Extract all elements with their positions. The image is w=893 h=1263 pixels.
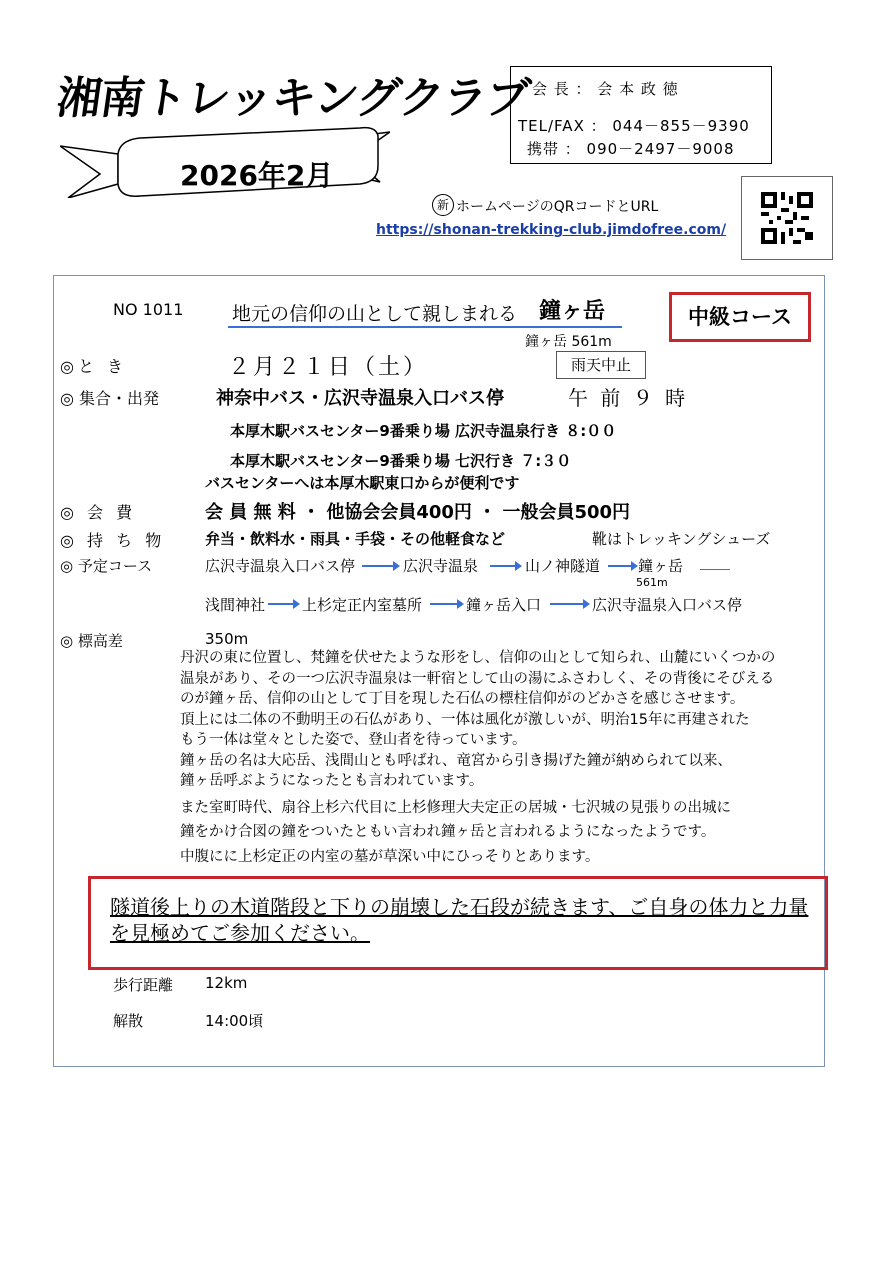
description-line: もう一体は堂々とした姿で、登山者を待っています。 — [180, 732, 527, 748]
club-title: 湘南トレッキングクラブ — [53, 73, 533, 124]
distance-label: 歩行距離 — [113, 976, 174, 994]
mountain-elevation: 鐘ヶ岳 561m — [525, 334, 612, 350]
course-stop: 浅間神社 — [205, 596, 266, 614]
bus-route-2: 本厚木駅バスセンター9番乗り場 七沢行き ７:３０ — [230, 452, 572, 470]
course-arrow-icon — [490, 565, 516, 567]
course-tail-line — [700, 569, 730, 570]
dismiss-value: 14:00頃 — [205, 1012, 264, 1030]
course-arrow-icon — [550, 603, 584, 605]
height-value: 350m — [205, 630, 249, 648]
course-stop: 広沢寺温泉 — [403, 557, 479, 575]
course-stop: 広沢寺温泉入口バス停 — [205, 557, 356, 575]
description-line: のが鐘ヶ岳、信仰の山として丁目を現した石仏の標柱信仰がのどかさを感じさせます。 — [180, 691, 745, 707]
course-stop: 広沢寺温泉入口バス停 — [592, 596, 743, 614]
course-elevation: 561m — [636, 576, 668, 589]
fee-value: 会 員 無 料 ・ 他協会会員400円 ・ 一般会員500円 — [205, 502, 631, 523]
course-label: ◎ 予定コース — [60, 557, 153, 575]
meet-place: 神奈中バス・広沢寺温泉入口バス停 — [216, 388, 504, 409]
items-value: 弁当・飲料水・雨具・手袋・その他軽食など — [205, 530, 506, 548]
description-line: 丹沢の東に位置し、梵鐘を伏せたような形をし、信仰の山として知られ、山麓にいくつかの — [180, 650, 776, 666]
description-line: 頂上には二体の不動明王の石仏があり、一体は風化が激しいが、明治15年に再建された — [180, 711, 750, 728]
subtitle-underline — [228, 326, 622, 328]
bus-route-1: 本厚木駅バスセンター9番乗り場 広沢寺温泉行き ８:００ — [230, 422, 617, 440]
height-label: ◎ 標高差 — [60, 632, 123, 650]
items-label: ◎ 持 ち 物 — [60, 531, 166, 550]
event-number: NO 1011 — [113, 300, 184, 319]
warning-text: 隧道後上りの木道階段と下りの崩壊した石段が続きます、ご自身の体力と力量を見極めてご参加ください。 — [110, 895, 809, 945]
bus-note: バスセンターへは本厚木駅東口からが便利です — [205, 474, 520, 492]
shoes-note: 靴はトレッキングシューズ — [592, 530, 771, 548]
description — [180, 648, 775, 867]
event-date: ２月２１日（土） — [228, 355, 429, 380]
description-line: 鐘ヶ岳の名は大応岳、浅間山とも呼ばれ、竜宮から引き揚げた鐘が納められて以来、 — [180, 752, 732, 769]
description-line: 中腹にに上杉定正の内室の墓が草深い中にひっそりとあります。 — [180, 848, 600, 865]
description-line: また室町時代、扇谷上杉六代目に上杉修理大夫定正の居城・七沢城の見張りの出城に — [180, 799, 731, 816]
president-line: 会 長 ： 会 本 政 徳 — [532, 80, 679, 98]
distance-value: 12km — [205, 974, 248, 992]
course-stop: 鐘ヶ岳 — [638, 557, 684, 575]
description-line: 温泉があり、その一つ広沢寺温泉は一軒宿として山の湯にふさわしく、その背後にそびえる — [180, 670, 775, 687]
qr-caption: ホームページのQRコードとURL — [456, 199, 659, 215]
course-arrow-icon — [268, 603, 294, 605]
course-stop: 上杉定正内室墓所 — [302, 596, 423, 614]
meet-time: 午 前 ９ 時 — [568, 386, 689, 410]
course-arrow-icon — [362, 565, 394, 567]
homepage-url[interactable]: https://shonan-trekking-club.jimdofree.com/ — [376, 222, 727, 238]
meet-label: ◎ 集合・出発 — [60, 389, 160, 408]
when-label: ◎と き — [60, 357, 128, 376]
new-badge: 新 — [432, 194, 454, 216]
month-label: 2026年2月 — [180, 159, 334, 192]
course-level-badge: 中級コース — [669, 292, 811, 342]
qr-frame — [741, 176, 833, 260]
fee-label: ◎ 会 費 — [60, 503, 137, 522]
description-line: 鐘をかけ合図の鐘をついたともい言われ鐘ヶ岳と言われるようになったようです。 — [180, 824, 716, 840]
description-line: 鐘ヶ岳呼ぶようになったとも言われています。 — [180, 773, 484, 789]
course-arrow-icon — [430, 603, 458, 605]
qr-code-icon[interactable] — [761, 192, 813, 244]
rain-cancel-badge: 雨天中止 — [556, 351, 646, 379]
telfax-line: TEL/FAX ： 044－855－9390 — [518, 117, 750, 135]
course-arrow-icon — [608, 565, 632, 567]
course-stop: 鐘ヶ岳入口 — [466, 596, 542, 614]
event-subtitle: 地元の信仰の山として親しまれる — [232, 303, 518, 325]
dismiss-label: 解散 — [113, 1012, 144, 1030]
course-stop: 山ノ神隧道 — [525, 557, 601, 575]
mountain-name: 鐘ヶ岳 — [539, 299, 606, 324]
mobile-line: 携帯 ： 090－2497－9008 — [527, 140, 735, 158]
